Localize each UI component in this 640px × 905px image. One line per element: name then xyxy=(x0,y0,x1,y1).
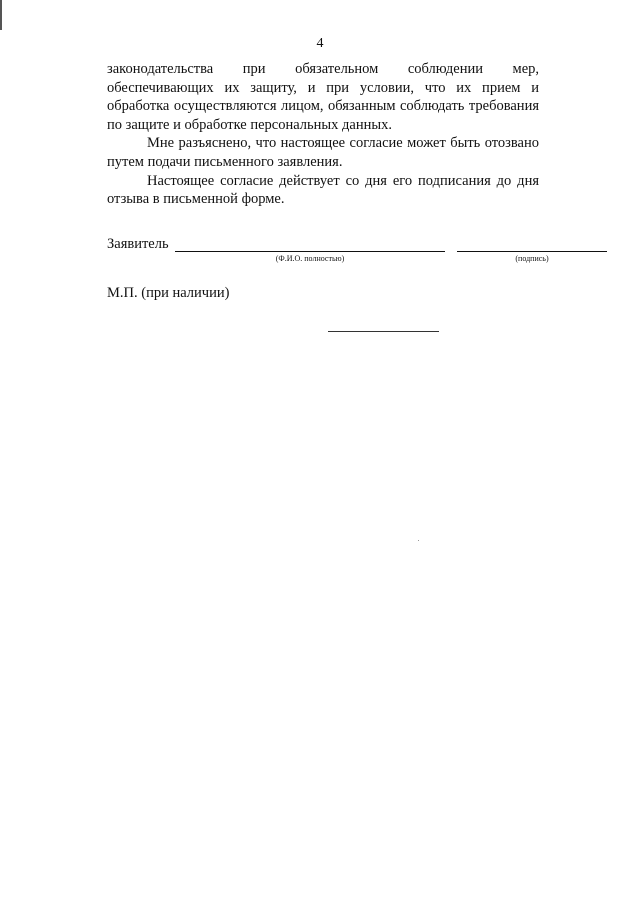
applicant-label: Заявитель xyxy=(107,236,169,252)
paragraph-validity: Настоящее согласие действует со дня его подписания до дня отзыва в письменной форме. xyxy=(107,172,539,208)
signature-caption: (подпись) xyxy=(515,254,549,263)
scan-speck xyxy=(418,540,419,541)
full-name-line xyxy=(175,251,445,252)
paragraph-continuation: законодательства при обязательном соблюдении мер, обеспечивающих их защиту, и при условии, что их прием и обработка осуществляются лицом, обязанным соблюдать требования по защите и обработке персональных данных. xyxy=(107,61,539,133)
page-number: 4 xyxy=(316,36,324,51)
consent-body-text xyxy=(107,60,539,209)
stamp-label: М.П. (при наличии) xyxy=(107,285,230,301)
end-of-document-line xyxy=(328,331,439,332)
signature-block xyxy=(107,236,607,268)
paragraph-revocation: Мне разъяснено, что настоящее согласие может быть отозвано путем подачи письменного заявления. xyxy=(107,135,539,170)
signature-line xyxy=(457,251,607,252)
scan-edge-mark xyxy=(0,0,2,30)
full-name-caption: (Ф.И.О. полностью) xyxy=(275,254,345,263)
